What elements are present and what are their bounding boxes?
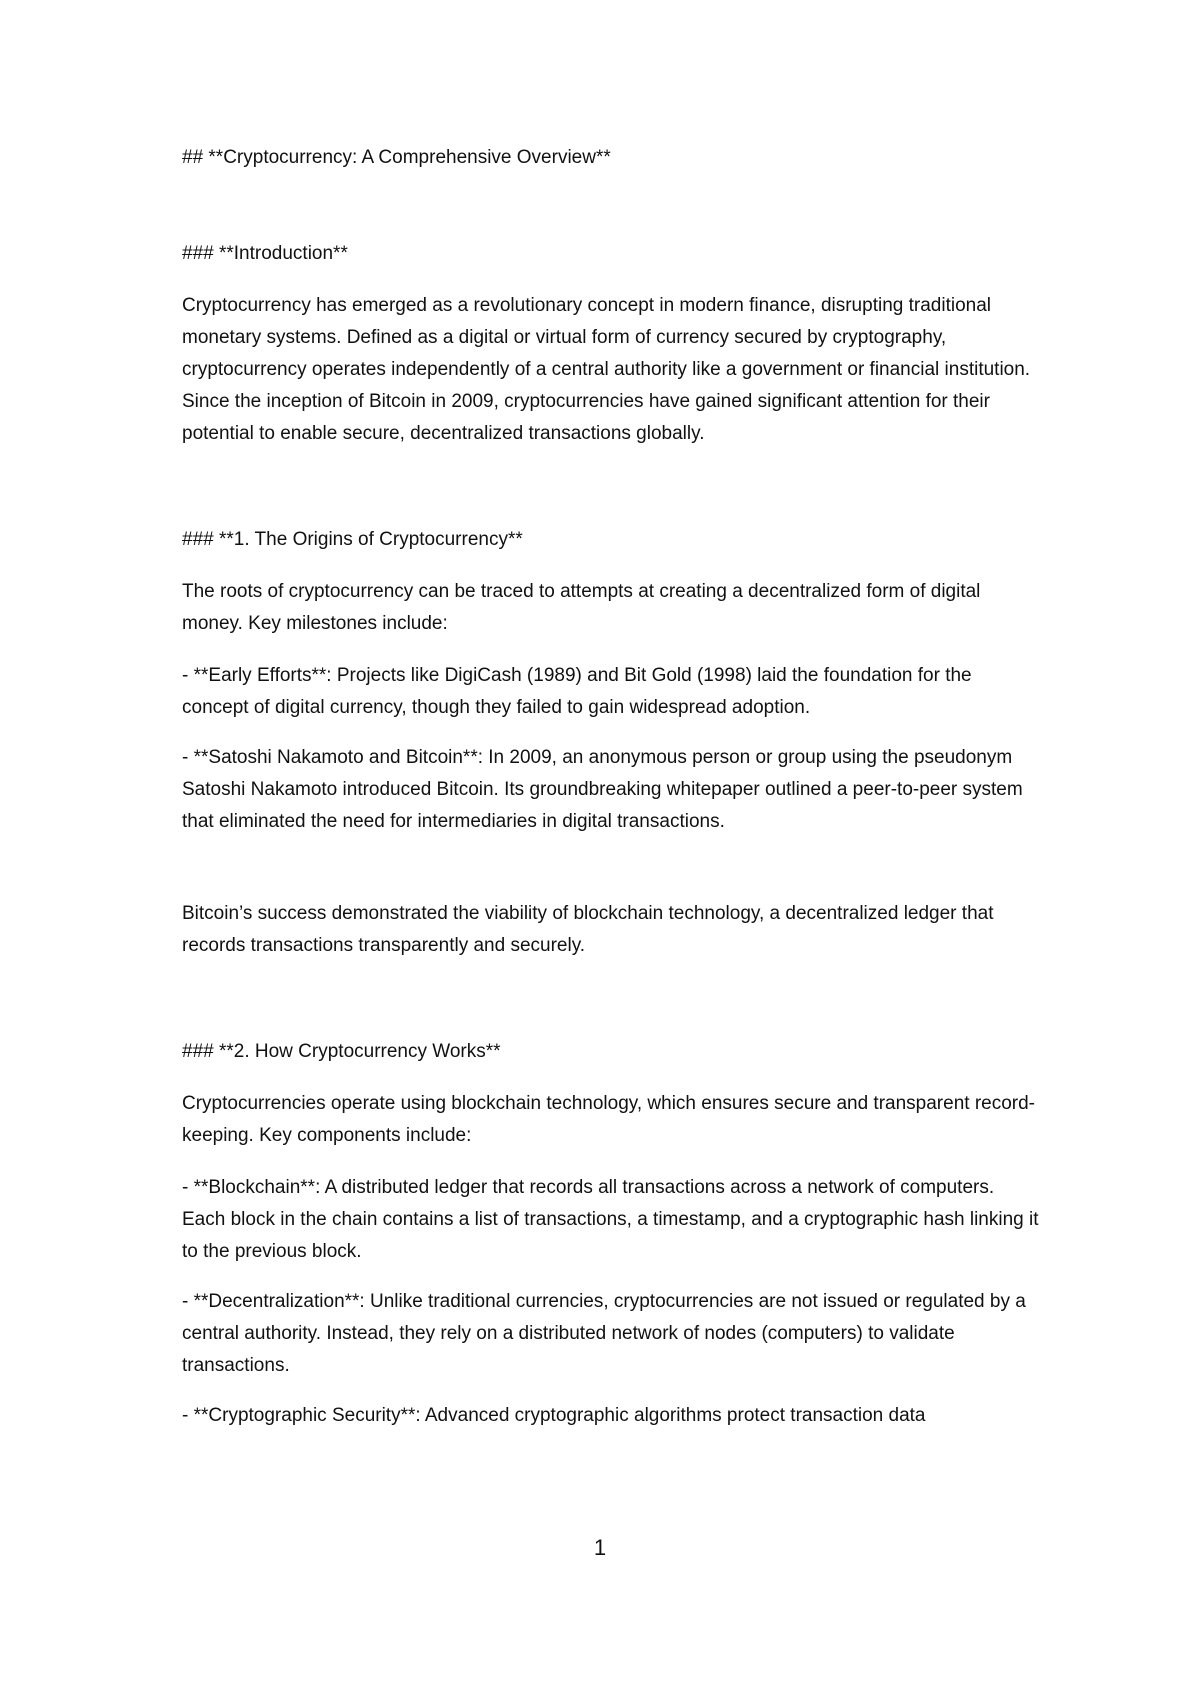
section-heading-introduction: ### **Introduction** (182, 243, 348, 264)
how-it-works-bullet-blockchain: - **Blockchain**: A distributed ledger that records all transactions across a network of computers. Each block in the chain contains a list of transactions, a timestamp, and a cryptographic hash linking it to the previous block. (182, 1177, 1039, 1262)
section-heading-origins: ### **1. The Origins of Cryptocurrency** (182, 529, 523, 550)
document-title: ## **Cryptocurrency: A Comprehensive Overview** (182, 147, 611, 168)
introduction-paragraph: Cryptocurrency has emerged as a revolutionary concept in modern finance, disrupting traditional monetary systems. Defined as a digital or virtual form of currency secured by cryptography, cryptocurrency operates independently of a central authority like a government or financial institution. Since the inception of Bitcoin in 2009, cryptocurrencies have gained significant attention for their potential to enable secure, decentralized transactions globally. (182, 295, 1031, 444)
origins-closing-paragraph: Bitcoin’s success demonstrated the viability of blockchain technology, a decentralized ledger that records transactions transparently and securely. (182, 903, 994, 956)
origins-bullet-satoshi: - **Satoshi Nakamoto and Bitcoin**: In 2009, an anonymous person or group using the pseudonym Satoshi Nakamoto introduced Bitcoin. Its groundbreaking whitepaper outlined a peer-to-peer system that eliminated the need for intermediaries in digital transactions. (182, 747, 1023, 832)
how-it-works-bullet-cryptographic-security: - **Cryptographic Security**: Advanced cryptographic algorithms protect transaction data (182, 1405, 926, 1426)
section-heading-how-it-works: ### **2. How Cryptocurrency Works** (182, 1041, 501, 1062)
document-body (182, 142, 1042, 1450)
origins-intro-paragraph: The roots of cryptocurrency can be traced to attempts at creating a decentralized form of digital money. Key milestones include: (182, 581, 981, 634)
origins-bullet-early-efforts: - **Early Efforts**: Projects like DigiCash (1989) and Bit Gold (1998) laid the foundation for the concept of digital currency, though they failed to gain widespread adoption. (182, 665, 972, 718)
how-it-works-bullet-decentralization: - **Decentralization**: Unlike traditional currencies, cryptocurrencies are not issued or regulated by a central authority. Instead, they rely on a distributed network of nodes (computers) to validate transactions. (182, 1291, 1026, 1376)
page-number: 1 (593, 1535, 607, 1560)
how-it-works-intro-paragraph: Cryptocurrencies operate using blockchain technology, which ensures secure and transparent record-keeping. Key components include: (182, 1093, 1035, 1146)
